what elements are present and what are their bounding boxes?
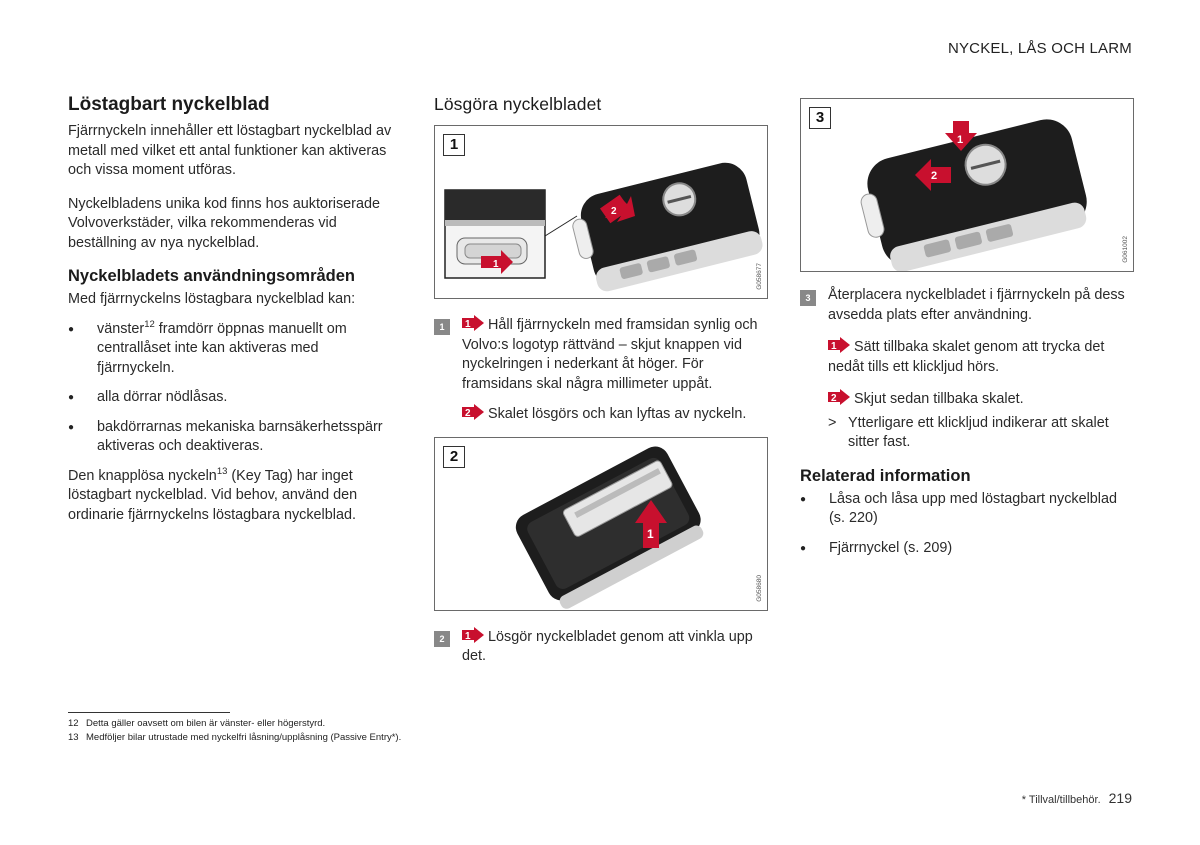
- column-intro: [68, 94, 400, 525]
- related-list: [800, 490, 1134, 559]
- page-number: 219: [1108, 790, 1132, 806]
- key-fob-illustration: [435, 126, 768, 299]
- svg-text:2: 2: [611, 206, 617, 217]
- svg-text:1: 1: [957, 134, 964, 146]
- accessory-note: * Tillval/tillbehör.: [1021, 794, 1101, 806]
- svg-text:2: 2: [831, 393, 837, 404]
- step-badge: 3: [800, 290, 816, 306]
- section-title: Löstagbart nyckelblad: [68, 94, 270, 115]
- step-badge: 2: [434, 631, 450, 647]
- step-1-sub: 2 Skalet lösgörs och kan lyftas av nyckeln.: [434, 404, 768, 425]
- result-marker: >: [828, 414, 837, 431]
- key-tag-paragraph: Den knapplösa nyckeln$^{13}$ (Key Tag) har inget löstagbart nyckelblad. Vid behov, använd den ordinarie fjärrnyckelns löstagbara nyckelblad.: [68, 465, 358, 523]
- figure-1: [434, 125, 768, 299]
- figure-code: G058677: [756, 263, 763, 290]
- footnote: 13 Medföljer bilar utrustade med nyckelfri låsning/upplåsning (Passive Entry*).: [68, 732, 402, 743]
- usage-list: [68, 320, 400, 457]
- arrow-1-icon: [462, 627, 484, 643]
- svg-text:1: 1: [493, 259, 499, 270]
- list-item: ● vänster$^{12}$ framdörr öppnas manuellt om centrallåset inte kan aktiveras med fjärrnyckeln.: [68, 320, 400, 379]
- usage-intro: Med fjärrnyckelns löstagbara nyckelblad kan:: [68, 291, 356, 307]
- intro-paragraph: Fjärrnyckeln innehåller ett löstagbart nyckelblad av metall med vilket ett antal funktioner kan aktiveras och vissa moment utföras.: [68, 123, 392, 178]
- svg-text:1: 1: [831, 341, 837, 352]
- step-1: 1 1 Håll fjärrnyckeln med framsidan synlig och Volvo:s logotyp rättvänd – skjut knappen vid nyckelringen i nederkant åt höger. För framsidans skal några millimeter uppåt.: [434, 315, 768, 394]
- step-badge: 1: [434, 319, 450, 335]
- figure-number: 3: [809, 107, 831, 129]
- related-link[interactable]: ● Fjärrnyckel (s. 209): [800, 539, 1134, 559]
- list-item: ● alla dörrar nödlåsas.: [68, 388, 400, 408]
- svg-text:1: 1: [465, 319, 471, 330]
- footnote-ref-13: 13: [216, 465, 228, 477]
- arrow-2-icon: [462, 404, 484, 420]
- column-release: [434, 94, 768, 667]
- arrow-1-icon: [828, 337, 850, 353]
- chapter-header: NYCKEL, LÅS OCH LARM: [947, 40, 1132, 57]
- key-fob-reassembly-illustration: [801, 99, 1134, 272]
- footnote-divider: [68, 712, 230, 713]
- arrow-2-icon: [828, 389, 850, 405]
- related-link[interactable]: ● Låsa och låsa upp med löstagbart nyckelblad (s. 220): [800, 490, 1134, 529]
- usage-subtitle: Nyckelbladets användningsområden: [68, 267, 356, 285]
- page-footer: [1022, 790, 1132, 806]
- figure-number: 1: [443, 134, 465, 156]
- svg-text:1: 1: [647, 526, 654, 541]
- footnote-ref-12: 12: [144, 318, 155, 330]
- figure-number: 2: [443, 446, 465, 468]
- arrow-1-icon: [462, 315, 484, 331]
- column-replace: [800, 98, 1134, 568]
- step-3-sub-2: 2 Skjut sedan tillbaka skalet.: [800, 389, 1134, 410]
- figure-2: [434, 437, 768, 611]
- svg-text:2: 2: [931, 170, 938, 182]
- list-item: ● bakdörrarnas mekaniska barnsäkerhetsspärr aktiveras och deaktiveras.: [68, 418, 400, 457]
- footnote: 12 Detta gäller oavsett om bilen är vänster- eller högerstyrd.: [68, 718, 326, 729]
- code-paragraph: Nyckelbladens unika kod finns hos auktoriserade Volvoverkstäder, vilka rekommenderas vid beställning av nya nyckelblad.: [68, 195, 380, 251]
- step-3: 3 Återplacera nyckelbladet i fjärrnyckeln på dess avsedda plats efter användning.: [800, 286, 1134, 325]
- figure-code: G058680: [756, 574, 763, 602]
- footnotes: [68, 717, 401, 745]
- release-title: Lösgöra nyckelbladet: [434, 94, 602, 114]
- key-blade-illustration: [435, 438, 768, 611]
- figure-code: G061002: [1122, 236, 1129, 263]
- step-3-sub-1: 1 Sätt tillbaka skalet genom att trycka det nedåt tills ett klickljud hörs.: [828, 339, 1105, 375]
- related-title: Relaterad information: [800, 466, 971, 485]
- svg-text:2: 2: [465, 408, 471, 419]
- svg-text:1: 1: [465, 630, 471, 642]
- step-3-result: > Ytterligare ett klickljud indikerar att skalet sitter fast.: [828, 414, 1109, 450]
- step-2: 2 1 Lösgör nyckelbladet genom att vinkla upp det.: [434, 627, 768, 667]
- figure-3: [800, 98, 1134, 272]
